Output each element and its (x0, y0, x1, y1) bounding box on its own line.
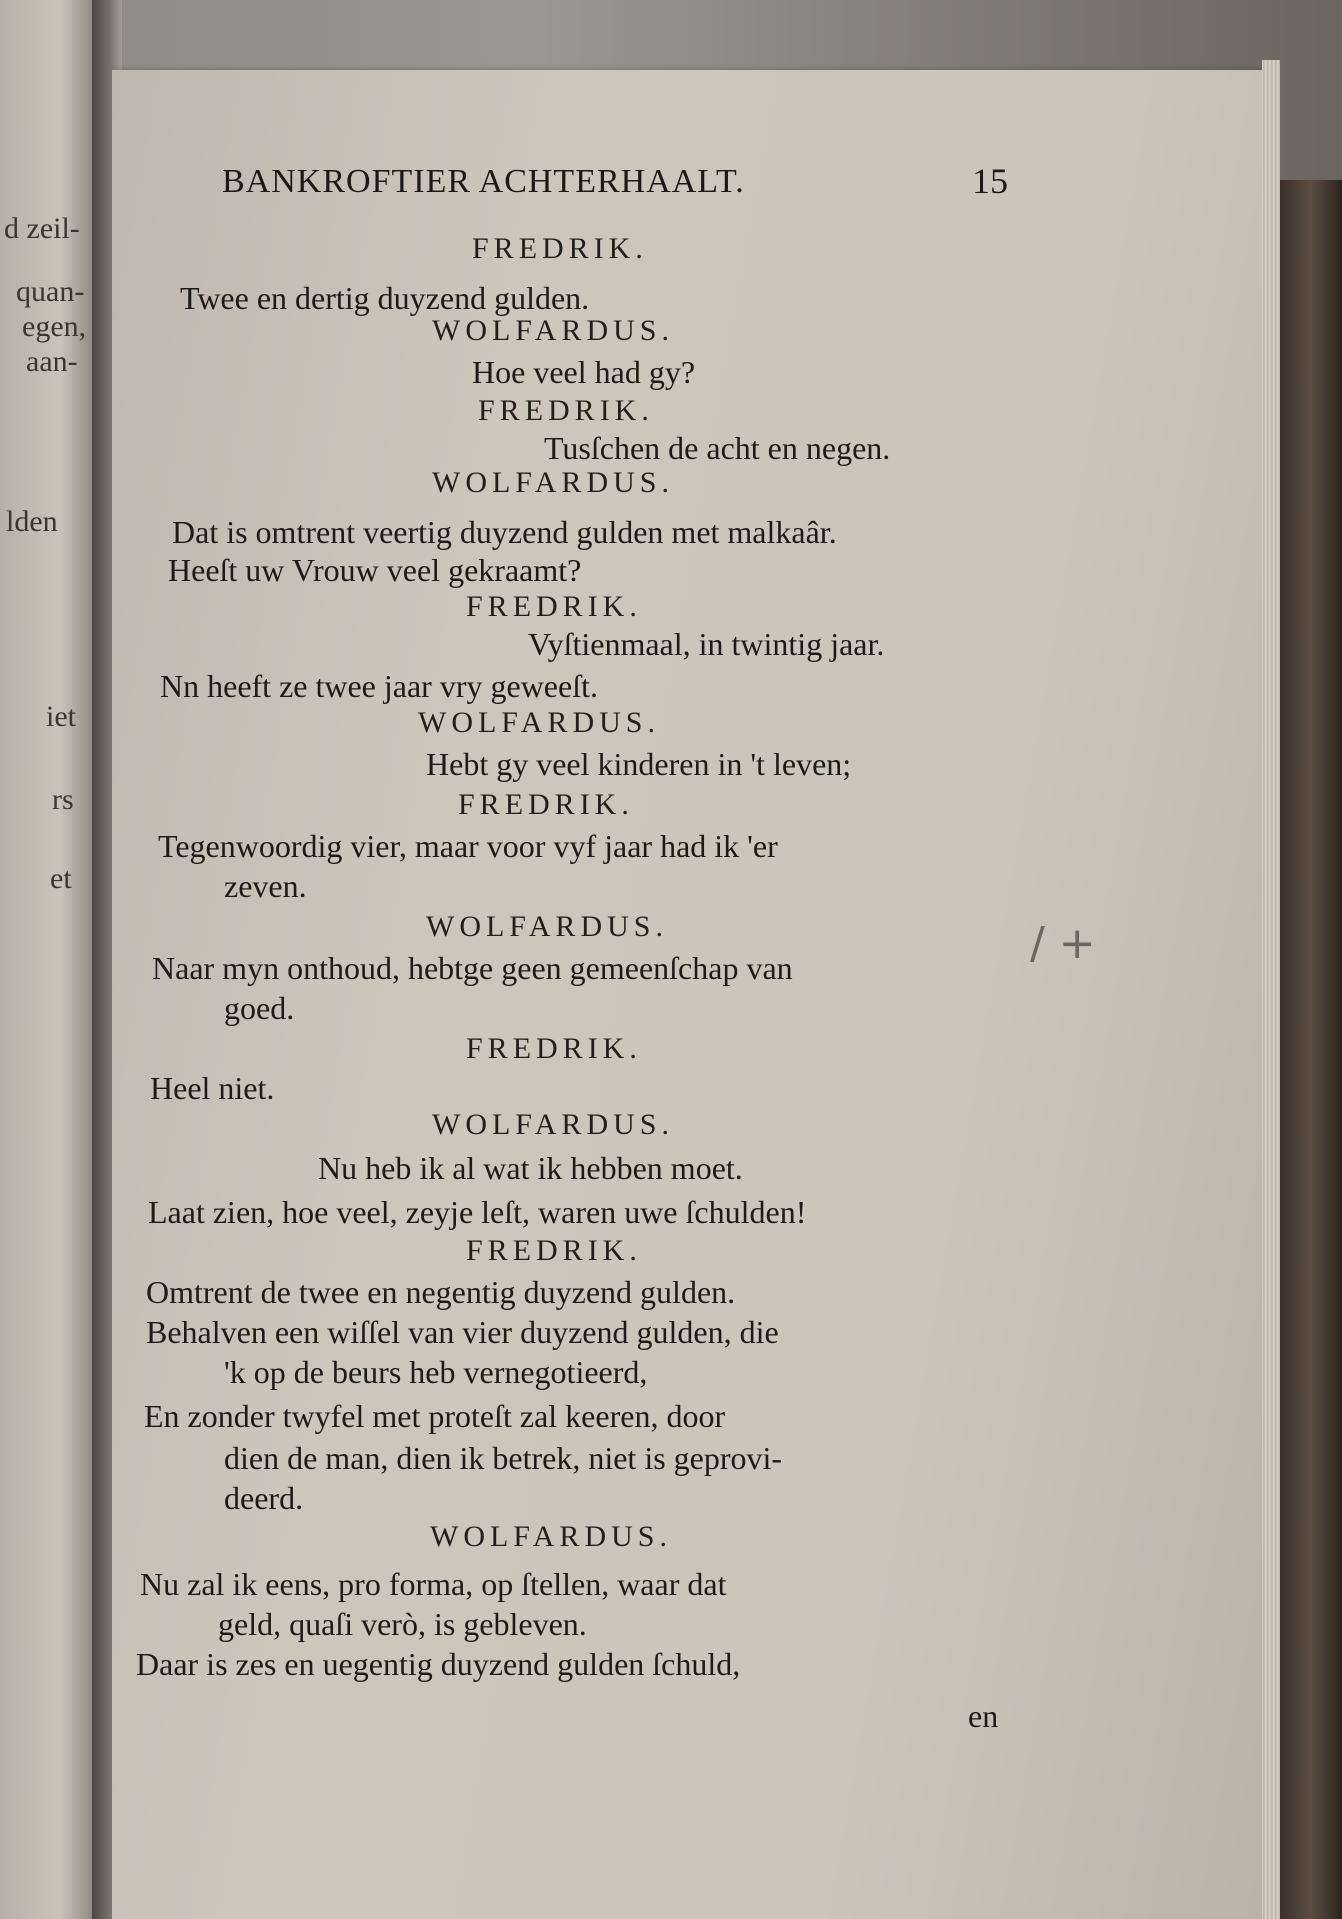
speaker-name: FREDRIK. (466, 1234, 642, 1267)
left-page-fragment: lden (6, 505, 58, 538)
dialogue-line: geld, quaſi verò, is gebleven. (218, 1606, 587, 1642)
dialogue-line: Laat zien, hoe veel, zeyje leſt, waren uwe ſchulden! (148, 1194, 807, 1230)
page-number: 15 (972, 161, 1008, 201)
speaker-name: WOLFARDUS. (432, 1108, 674, 1141)
dialogue-line: Nu heb ik al wat ik hebben moet. (318, 1150, 743, 1186)
dialogue-line: Heeſt uw Vrouw veel gekraamt? (168, 552, 582, 588)
dialogue-line: goed. (224, 990, 295, 1026)
dialogue-line: Dat is omtrent veertig duyzend gulden met malkaâr. (172, 514, 837, 550)
dialogue-line: En zonder twyfel met proteſt zal keeren, door (144, 1398, 726, 1434)
running-head: BANKROFTIER ACHTERHAALT. (222, 163, 745, 200)
left-page-fragment: rs (52, 783, 74, 816)
left-page-fragment: aan- (26, 345, 78, 378)
dialogue-line: Nu zal ik eens, pro forma, op ſtellen, waar dat (140, 1566, 727, 1602)
speaker-name: FREDRIK. (458, 788, 634, 821)
speaker-name: WOLFARDUS. (418, 706, 660, 739)
dialogue-line: Omtrent de twee en negentig duyzend gulden. (146, 1274, 736, 1310)
left-page-fragment: quan- (16, 275, 85, 308)
catchword: en (968, 1698, 999, 1734)
left-page-fragment: egen, (22, 310, 87, 343)
speaker-name: FREDRIK. (472, 232, 648, 265)
speaker-name: FREDRIK. (466, 590, 642, 623)
book-cover (1280, 180, 1342, 1919)
speaker-name: WOLFARDUS. (426, 910, 668, 943)
dialogue-line: Vyſtienmaal, in twintig jaar. (528, 626, 885, 662)
dialogue-line: Daar is zes en uegentig duyzend gulden ſchuld, (136, 1646, 741, 1682)
speaker-name: FREDRIK. (466, 1032, 642, 1065)
dialogue-line: zeven. (224, 868, 307, 904)
page-edge (1262, 60, 1280, 1919)
left-page-fragment: et (50, 862, 72, 895)
dialogue-line: Heel niet. (150, 1070, 275, 1106)
dialogue-line: 'k op de beurs heb vernegotieerd, (224, 1354, 648, 1390)
left-page-fragment: d zeil- (4, 212, 80, 245)
left-page-fragment: iet (46, 700, 76, 733)
dialogue-line: dien de man, dien ik betrek, niet is geprovi- (224, 1440, 783, 1476)
dialogue-line: Tusſchen de acht en negen. (544, 430, 891, 466)
dialogue-line: Naar myn onthoud, hebtge geen gemeenſchap van (152, 950, 793, 986)
dialogue-line: Twee en dertig duyzend gulden. (180, 280, 590, 316)
speaker-name: WOLFARDUS. (430, 1520, 672, 1553)
dialogue-line: Hebt gy veel kinderen in 't leven; (426, 746, 852, 782)
speaker-name: WOLFARDUS. (432, 314, 674, 347)
pencil-annotation: / + (1030, 918, 1096, 969)
speaker-name: FREDRIK. (478, 394, 654, 427)
dialogue-line: Nn heeft ze twee jaar vry geweeſt. (160, 668, 598, 704)
dialogue-line: Behalven een wiſſel van vier duyzend gulden, die (146, 1314, 779, 1350)
dialogue-line: Hoe veel had gy? (472, 354, 696, 390)
speaker-name: WOLFARDUS. (432, 466, 674, 499)
dialogue-line: Tegenwoordig vier, maar voor vyf jaar had ik 'er (158, 828, 778, 864)
dialogue-line: deerd. (224, 1480, 304, 1516)
